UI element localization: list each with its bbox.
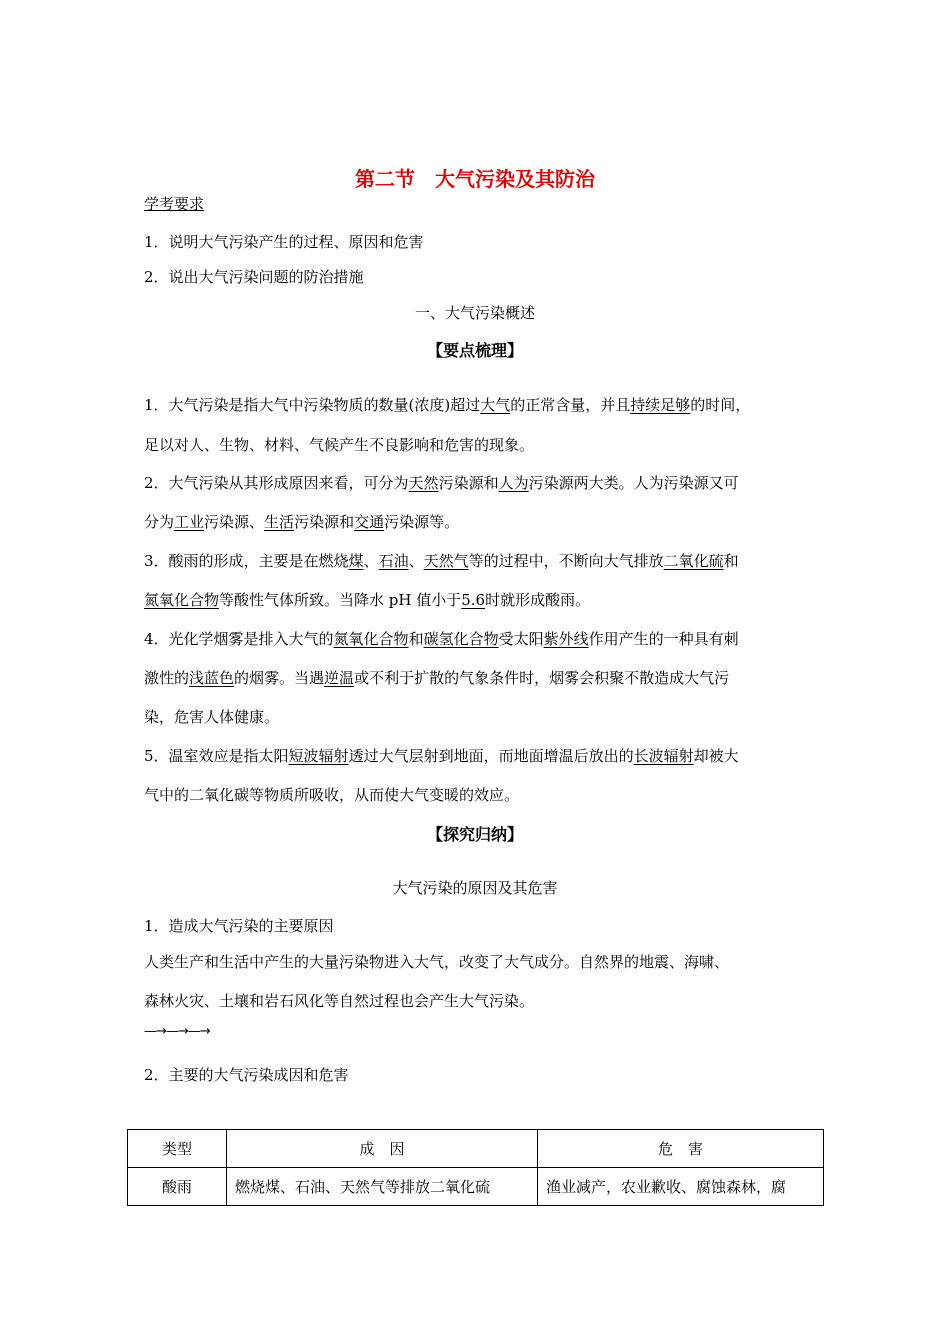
table-header: 类型: [128, 1130, 227, 1168]
flow-arrows: —→—→—→: [144, 1024, 210, 1039]
paragraph-1: 1．大气污染是指大气中污染物质的数量(浓度)超过大气的正常含量，并且持续足够的时间，: [144, 396, 751, 414]
item1-line1: 人类生产和生活中产生的大量污染物进入大气，改变了大气成分。自然界的地震、海啸、: [144, 953, 730, 971]
page-title: 第二节 大气污染及其防治: [355, 167, 595, 191]
paragraph-1-line2: 足以对人、生物、材料、气候产生不良影响和危害的现象。: [144, 436, 535, 454]
requirement-item: 2．说出大气污染问题的防治措施: [144, 268, 364, 286]
key-points-heading: 【要点梳理】: [426, 341, 523, 360]
paragraph-2-line2: 分为工业污染源、生活污染源和交通污染源等。: [144, 513, 460, 531]
item2-title: 2．主要的大气污染成因和危害: [144, 1066, 349, 1084]
table-cell: 酸雨: [128, 1168, 227, 1206]
requirements-heading: 学考要求: [144, 195, 205, 213]
item1-line2: 森林火灾、土壤和岩石风化等自然过程也会产生大气污染。: [144, 992, 535, 1010]
table-header-row: [128, 1130, 824, 1168]
table-header: 成 因: [227, 1130, 538, 1168]
paragraph-4-line3: 染，危害人体健康。: [144, 708, 280, 726]
item1-title: 1．造成大气污染的主要原因: [144, 917, 334, 935]
paragraph-3: 3．酸雨的形成，主要是在燃烧煤、石油、天然气等的过程中，不断向大气排放二氧化硫和: [144, 552, 739, 570]
table-cell: 燃烧煤、石油、天然气等排放二氧化硫: [227, 1168, 538, 1206]
pollution-table: [127, 1129, 824, 1206]
section1-heading: 一、大气污染概述: [414, 304, 535, 322]
paragraph-5-line2: 气中的二氧化碳等物质所吸收，从而使大气变暖的效应。: [144, 786, 520, 804]
paragraph-2: 2．大气污染从其形成原因来看，可分为天然污染源和人为污染源两大类。人为污染源又可: [144, 474, 739, 492]
paragraph-4-line2: 激性的浅蓝色的烟雾。当遇逆温或不利于扩散的气象条件时，烟雾会积聚不散造成大气污: [144, 669, 730, 687]
paragraph-3-line2: 氮氧化合物等酸性气体所致。当降水 pH 值小于5.6时就形成酸雨。: [144, 591, 591, 609]
table-cell: 渔业减产，农业歉收、腐蚀森林，腐: [538, 1168, 824, 1206]
requirement-item: 1．说明大气污染产生的过程、原因和危害: [144, 233, 424, 251]
paragraph-4: 4．光化学烟雾是排入大气的氮氧化合物和碳氢化合物受太阳紫外线作用产生的一种具有刺: [144, 630, 739, 648]
paragraph-5: 5．温室效应是指太阳短波辐射透过大气层射到地面，而地面增温后放出的长波辐射却被大: [144, 747, 739, 765]
explore-subheading: 大气污染的原因及其危害: [392, 879, 558, 897]
explore-heading: 【探究归纳】: [426, 825, 523, 844]
table-header: 危 害: [538, 1130, 824, 1168]
table-row: [128, 1168, 824, 1206]
